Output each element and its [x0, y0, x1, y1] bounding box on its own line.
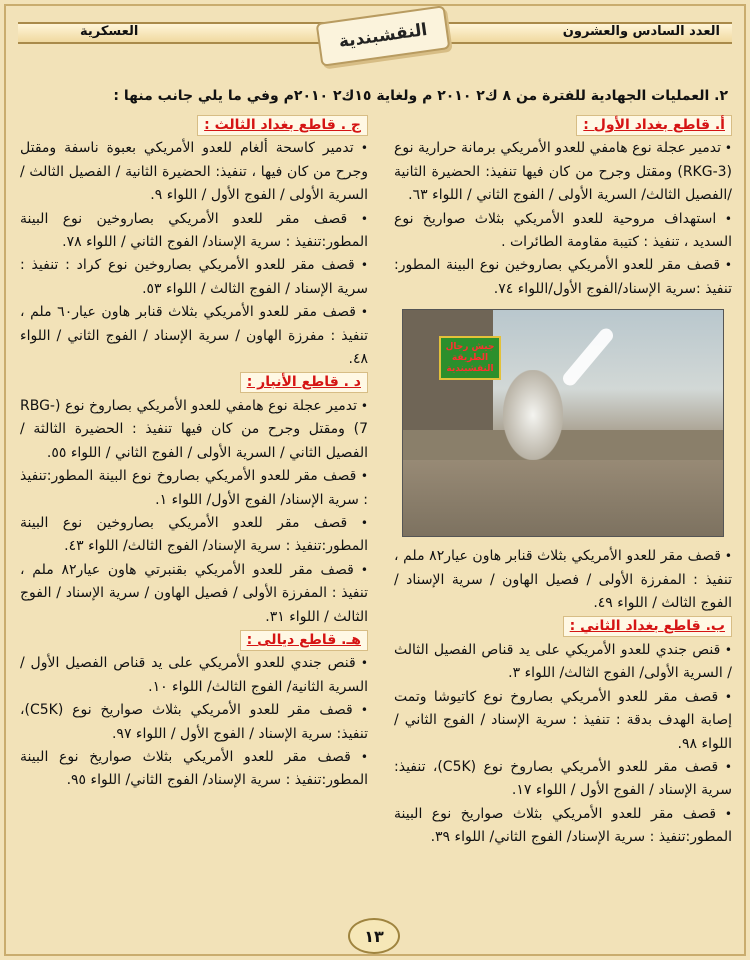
page-number: ١٣ [348, 918, 400, 954]
group-logo: جيش رجال الطريقة النقشبندية [439, 336, 501, 380]
list-item: • تدمير عجلة نوع هامفي للعدو الأمريكي بصاروخ نوع (RBG-7) ومقتل وجرح من كان فيها تنفيذ : الحضيرة الثالثة / الفصيل الثاني / السرية الأولى / الفوج الثاني / اللواء ٥٥. [20, 397, 368, 461]
section-heading-d: د . قاطع الأنبار : [240, 372, 368, 393]
list-item: • قصف مقر للعدو الأمريكي بصاروخين نوع البينة المطور:تنفيذ : سرية الإسناد/ الفوج الثاني / اللواء ٧٨. [20, 210, 368, 251]
rocket-trail [560, 326, 616, 389]
section-heading-b: ب. قاطع بغداد الثاني : [563, 616, 732, 637]
list-item: • قصف مقر للعدو الأمريكي بصاروخ نوع البينة المطور:تنفيذ : سرية الإسناد/ الفوج الأول/ اللواء ١. [20, 468, 368, 508]
operation-photo [402, 309, 724, 537]
list-item: • قنص جندي للعدو الأمريكي على يد قناص الفصيل الأول / السرية الثانية/ الفوج الثالث/ اللواء ١٠. [20, 655, 369, 695]
list-item: • قنص جندي للعدو الأمريكي على يد قناص الفصيل الثالث / السرية الأولى/ الفوج الثالث/ اللواء ٣. [394, 641, 732, 682]
right-column [394, 114, 732, 850]
article-subtitle: ٢. العمليات الجهادية للفترة من ٨ ك٢ ٢٠١٠ م ولغاية ١٥ك٢ ٢٠١٠م وفي ما يلي جانب منها : [113, 88, 728, 104]
list-item: • قصف مقر للعدو الأمريكي بصاروخ نوع (C5K)، تنفيذ: سرية الإسناد / الفوج الأول / اللواء ١٧. [394, 758, 732, 799]
left-column [20, 114, 368, 793]
list-item: • قصف مقر للعدو الأمريكي بصاروخين نوع البينة المطور: تنفيذ :سرية الإسناد/الفوج الأول/اللواء ٧٤. [394, 257, 732, 297]
list-item: • قصف مقر للعدو الأمريكي بثلاث قنابر هاون عيار٨٢ ملم ، تنفيذ : المفرزة الأولى / فصيل الهاون / سرية الإسناد / الفوج الثالث / اللواء ٤٩. [394, 548, 732, 612]
list-item: • قصف مقر للعدو الأمريكي بصاروخين نوع كراد : تنفيذ : سرية الإسناد / الفوج الثالث / اللواء ٥٣. [20, 257, 368, 297]
list-item: • قصف مقر للعدو الأمريكي بثلاث صواريخ نوع البينة المطور:تنفيذ : سرية الإسناد/ الفوج الثاني/ اللواء ٣٩. [394, 805, 732, 846]
section-heading-a: أ. قاطع بغداد الأول : [576, 115, 732, 136]
section-heading-c: ج . قاطع بغداد الثالث : [197, 115, 368, 136]
issue-label: العدد السادس والعشرون [562, 24, 720, 39]
smoke-cloud [503, 370, 563, 460]
list-item: • قصف مقر للعدو الأمريكي بثلاث صواريخ نوع (C5K)، تنفيذ: سرية الإسناد / الفوج الأول / اللواء ٩٧. [20, 702, 368, 742]
list-item: • تدمير عجلة نوع هامفي للعدو الأمريكي برمانة حرارية نوع (RKG-3) ومقتل وجرح من كان فيها تنفيذ: الحضيرة الثانية /الفصيل الثالث/ السرية الأولى / الفوج الثاني / اللواء ٦٣. [394, 140, 732, 204]
list-item: • قصف مقر للعدو الأمريكي بصاروخين نوع البينة المطور:تنفيذ : سرية الإسناد/ الفوج الثالث/ اللواء ٤٣. [20, 514, 368, 555]
list-item: • استهداف مروحية للعدو الأمريكي بثلاث صواريخ نوع السديد ، تنفيذ : كتيبة مقاومة الطائرات . [394, 210, 732, 251]
list-item: • قصف مقر للعدو الأمريكي بثلاث صواريخ نوع البينة المطور:تنفيذ : سرية الإسناد/ الفوج الثاني/ اللواء ٩٥. [20, 748, 368, 789]
section-label: العسكرية [80, 24, 139, 39]
list-item: • قصف مقر للعدو الأمريكي بقنبرتي هاون عيار٨٢ ملم ، تنفيذ : المفرزة الأولى / فصيل الهاون / سرية الإسناد / الفوج الثالث / اللواء ٣١. [20, 561, 368, 625]
list-item: • تدمير كاسحة ألغام للعدو الأمريكي بعبوة ناسفة ومقتل وجرح من كان فيها ، تنفيذ: الحضيرة الثانية / الفصيل الثالث / السرية الأولى / الفوج الأول / اللواء ٩. [20, 140, 368, 204]
title-banner: النقشبندية [316, 5, 451, 67]
section-heading-e: هـ. قاطع ديالى : [240, 630, 368, 651]
list-item: • قصف مقر للعدو الأمريكي بثلاث قنابر هاون عيار٦٠ ملم ، تنفيذ : مفرزة الهاون / سرية الإسناد / الفوج الثاني / اللواء ٤٨. [20, 304, 368, 368]
list-item: • قصف مقر للعدو الأمريكي بصاروخ نوع كاتيوشا وتمت إصابة الهدف بدقة : تنفيذ : سرية الإسناد / الفوج الثاني / اللواء ٩٨. [394, 688, 732, 752]
